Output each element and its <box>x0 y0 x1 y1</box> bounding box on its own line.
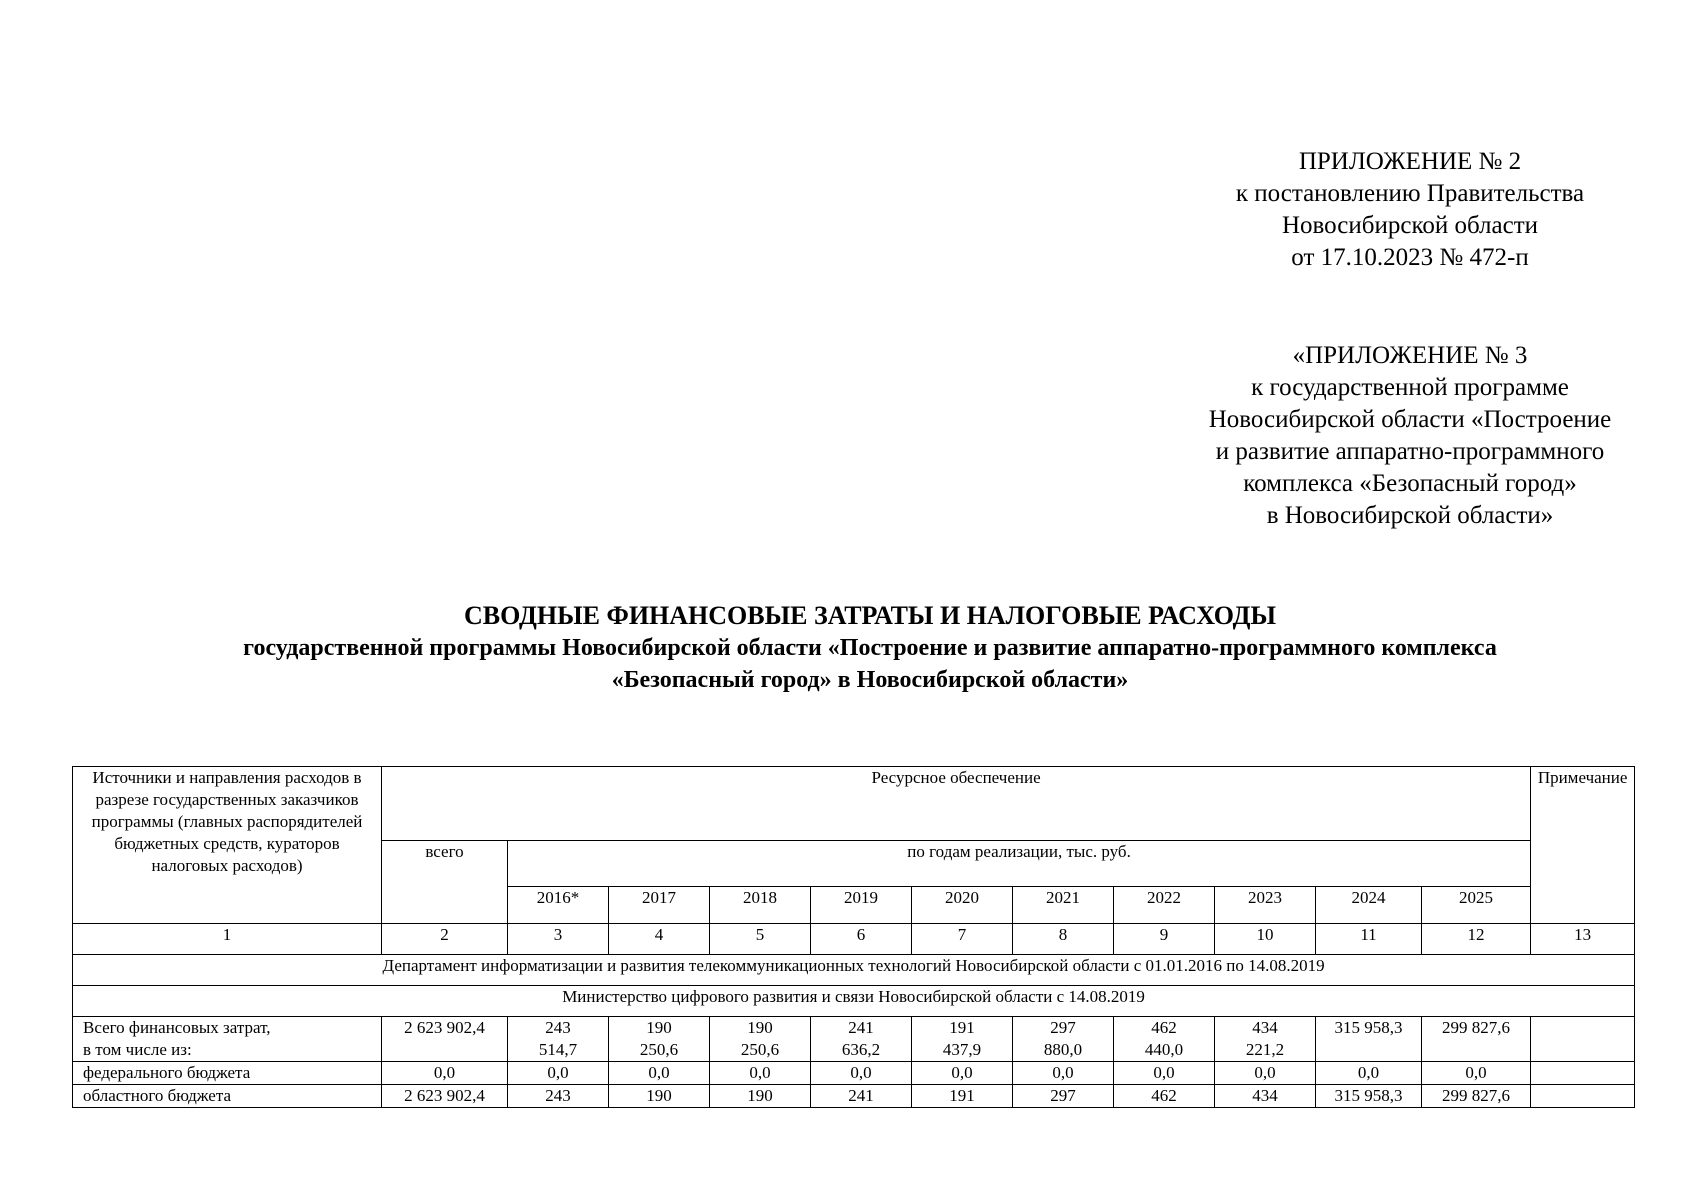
year-value: 190 <box>609 1085 710 1108</box>
column-number: 3 <box>508 924 609 955</box>
value-part: 250,6 <box>639 1040 679 1059</box>
appendix-2-line: к постановлению Правительства <box>1235 180 1585 207</box>
year-value: 0,0 <box>1215 1062 1316 1085</box>
column-number: 6 <box>811 924 912 955</box>
financial-costs-table <box>72 766 1635 1108</box>
table-row-regional <box>73 1085 1635 1108</box>
value-part: 440,0 <box>1144 1040 1184 1059</box>
value-part: 437,9 <box>942 1040 982 1059</box>
column-number: 11 <box>1316 924 1422 955</box>
column-number: 5 <box>710 924 811 955</box>
header-year: 2020 <box>912 887 1013 924</box>
appendix-3-line: в Новосибирской области» <box>1266 502 1554 529</box>
value-part: 190 <box>747 1018 773 1037</box>
value-part: 636,2 <box>841 1040 881 1059</box>
ministry-name: Министерство цифрового развития и связи Новосибирской области с 14.08.2019 <box>73 986 1635 1017</box>
heading-subtitle-line: «Безопасный город» в Новосибирской области» <box>611 667 1129 693</box>
header-year: 2018 <box>710 887 811 924</box>
header-note: Примечание <box>1531 767 1635 924</box>
year-value: 315 958,3 <box>1316 1085 1422 1108</box>
column-number: 1 <box>73 924 382 955</box>
year-value <box>1013 1017 1114 1062</box>
year-value: 0,0 <box>1316 1062 1422 1085</box>
header-year: 2025 <box>1422 887 1531 924</box>
row-note <box>1531 1062 1635 1085</box>
value-part: 315 958,3 <box>1334 1018 1403 1037</box>
row-note <box>1531 1017 1635 1062</box>
header-sources: Источники и направления расходов в разрезе государственных заказчиков программы (главных распорядителей бюджетных средств, кураторов налоговых расходов) <box>73 767 382 924</box>
header-by-years: по годам реализации, тыс. руб. <box>508 841 1531 887</box>
heading-subtitle-line: государственной программы Новосибирской области «Построение и развитие аппаратно-программного комплекса <box>243 635 1497 661</box>
column-number: 4 <box>609 924 710 955</box>
row-label-line: Всего финансовых затрат, <box>83 1018 271 1037</box>
value-part: 297 <box>1050 1018 1076 1037</box>
year-value: 241 <box>811 1085 912 1108</box>
year-value <box>710 1017 811 1062</box>
header-year: 2019 <box>811 887 912 924</box>
value-part: 514,7 <box>538 1040 578 1059</box>
value-part: 462 <box>1151 1018 1177 1037</box>
row-label: областного бюджета <box>73 1085 382 1108</box>
appendix-3-line: Новосибирской области «Построение <box>1208 406 1612 433</box>
year-value <box>609 1017 710 1062</box>
department-name: Департамент информатизации и развития телекоммуникационных технологий Новосибирской области с 01.01.2016 по 14.08.2019 <box>73 955 1635 986</box>
header-year: 2023 <box>1215 887 1316 924</box>
year-value: 0,0 <box>710 1062 811 1085</box>
appendix-3-line: к государственной программе <box>1251 374 1569 401</box>
appendix-3-line: комплекса «Безопасный город» <box>1243 470 1577 497</box>
year-value <box>912 1017 1013 1062</box>
column-number-row <box>73 924 1635 955</box>
column-number: 7 <box>912 924 1013 955</box>
value-part: 191 <box>949 1018 975 1037</box>
row-label-line: в том числе из: <box>83 1040 192 1059</box>
value-part: 190 <box>646 1018 672 1037</box>
value-part: 299 827,6 <box>1442 1018 1511 1037</box>
year-value: 0,0 <box>1114 1062 1215 1085</box>
value-part: 250,6 <box>740 1040 780 1059</box>
department-row <box>73 955 1635 986</box>
value-part: 243 <box>545 1018 571 1037</box>
heading-title: СВОДНЫЕ ФИНАНСОВЫЕ ЗАТРАТЫ И НАЛОГОВЫЕ РАСХОДЫ <box>463 601 1277 630</box>
appendix-2-line: ПРИЛОЖЕНИЕ № 2 <box>1298 148 1522 175</box>
row-total: 2 623 902,4 <box>382 1085 508 1108</box>
year-value: 0,0 <box>1013 1062 1114 1085</box>
year-value: 191 <box>912 1085 1013 1108</box>
column-number: 2 <box>382 924 508 955</box>
year-value: 462 <box>1114 1085 1215 1108</box>
appendix-2-line: от 17.10.2023 № 472-п <box>1291 244 1529 271</box>
row-label <box>73 1017 382 1062</box>
year-value: 0,0 <box>609 1062 710 1085</box>
table-row-total <box>73 1017 1635 1062</box>
year-value <box>811 1017 912 1062</box>
value-part: 241 <box>848 1018 874 1037</box>
appendix-2-block <box>1170 146 1650 274</box>
year-value: 299 827,6 <box>1422 1085 1531 1108</box>
year-value: 243 <box>508 1085 609 1108</box>
header-year: 2016* <box>508 887 609 924</box>
year-value <box>1316 1017 1422 1062</box>
ministry-row <box>73 986 1635 1017</box>
row-total: 2 623 902,4 <box>382 1017 508 1062</box>
year-value: 190 <box>710 1085 811 1108</box>
table-row-federal <box>73 1062 1635 1085</box>
column-number: 12 <box>1422 924 1531 955</box>
appendix-3-block <box>1130 340 1690 532</box>
year-value: 0,0 <box>811 1062 912 1085</box>
document-heading <box>100 600 1640 696</box>
column-number: 8 <box>1013 924 1114 955</box>
appendix-3-line: и развитие аппаратно-программного <box>1215 438 1605 465</box>
header-total: всего <box>382 841 508 924</box>
column-number: 10 <box>1215 924 1316 955</box>
column-number: 13 <box>1531 924 1635 955</box>
year-value: 434 <box>1215 1085 1316 1108</box>
header-year: 2017 <box>609 887 710 924</box>
year-value <box>1114 1017 1215 1062</box>
year-value <box>1215 1017 1316 1062</box>
value-part: 221,2 <box>1245 1040 1285 1059</box>
year-value <box>508 1017 609 1062</box>
year-value: 0,0 <box>912 1062 1013 1085</box>
header-resources: Ресурсное обеспечение <box>382 767 1531 841</box>
row-note <box>1531 1085 1635 1108</box>
header-year: 2024 <box>1316 887 1422 924</box>
value-part: 434 <box>1252 1018 1278 1037</box>
value-part: 880,0 <box>1043 1040 1083 1059</box>
year-value: 0,0 <box>508 1062 609 1085</box>
row-label: федерального бюджета <box>73 1062 382 1085</box>
year-value <box>1422 1017 1531 1062</box>
header-year: 2021 <box>1013 887 1114 924</box>
year-value: 297 <box>1013 1085 1114 1108</box>
column-number: 9 <box>1114 924 1215 955</box>
year-value: 0,0 <box>1422 1062 1531 1085</box>
appendix-2-line: Новосибирской области <box>1281 212 1539 239</box>
header-year: 2022 <box>1114 887 1215 924</box>
appendix-3-line: «ПРИЛОЖЕНИЕ № 3 <box>1292 342 1528 369</box>
row-total: 0,0 <box>382 1062 508 1085</box>
